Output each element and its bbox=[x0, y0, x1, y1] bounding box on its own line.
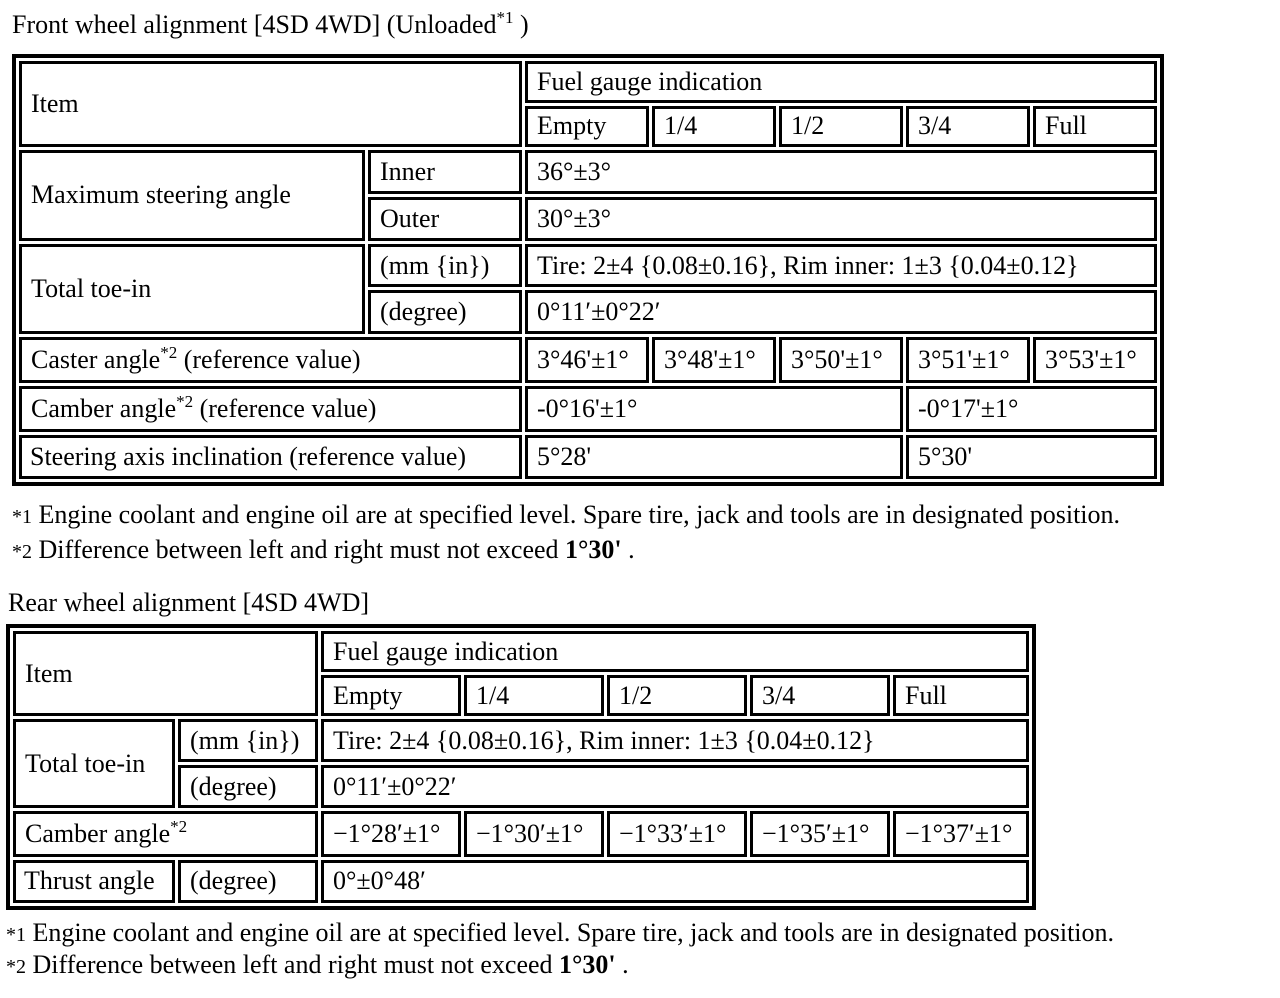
front-toe-mm-unit: (mm {in}) bbox=[368, 244, 522, 288]
rear-toe-mm-value: Tire: 2±4 {0.08±0.16}, Rim inner: 1±3 {0.04±0.12} bbox=[321, 719, 1029, 762]
rear-fuel-gauge-header: Fuel gauge indication bbox=[321, 631, 1029, 672]
rear-camber-three-quarter: −1°35′±1° bbox=[750, 811, 890, 856]
front-caster-three-quarter: 3°51'±1° bbox=[906, 337, 1030, 383]
front-camber-label: Camber angle$^{*2}$ (reference value) bbox=[19, 386, 522, 432]
front-title-footnote-ref: *1 bbox=[496, 8, 514, 27]
front-caster-label: Caster angle$^{*2}$ (reference value) bbox=[19, 337, 522, 383]
front-footnote-2: *2 Difference between left and right must not exceed 1°30' . bbox=[12, 535, 635, 564]
rear-item-header: Item bbox=[13, 631, 318, 716]
rear-camber-quarter: −1°30′±1° bbox=[464, 811, 604, 856]
front-steering-outer-value: 30°±3° bbox=[525, 197, 1157, 241]
front-toe-in-label: Total toe-in bbox=[19, 244, 365, 335]
front-fuel-gauge-header: Fuel gauge indication bbox=[525, 61, 1157, 103]
rear-thrust-value: 0°±0°48′ bbox=[321, 860, 1029, 903]
rear-level-quarter: 1/4 bbox=[464, 675, 604, 716]
rear-toe-degree-value: 0°11′±0°22′ bbox=[321, 765, 1029, 808]
rear-footnote-2: *2 Difference between left and right must not exceed 1°30' . bbox=[6, 950, 629, 979]
rear-toe-in-label: Total toe-in bbox=[13, 719, 175, 808]
front-steering-inner-label: Inner bbox=[368, 150, 522, 194]
front-level-full: Full bbox=[1033, 106, 1157, 148]
rear-thrust-unit: (degree) bbox=[178, 860, 318, 903]
front-max-steering-label: Maximum steering angle bbox=[19, 150, 365, 241]
front-sai-value-high: 5°30' bbox=[906, 435, 1157, 479]
front-item-header: Item bbox=[19, 61, 522, 147]
front-table-title: Front wheel alignment [4SD 4WD] (Unloaded$^{*1}$ ) bbox=[12, 8, 529, 39]
front-caster-half: 3°50'±1° bbox=[779, 337, 903, 383]
front-toe-mm-value: Tire: 2±4 {0.08±0.16}, Rim inner: 1±3 {0.04±0.12} bbox=[525, 244, 1157, 288]
rear-level-empty: Empty bbox=[321, 675, 461, 716]
rear-alignment-table bbox=[6, 624, 1036, 910]
front-caster-full: 3°53'±1° bbox=[1033, 337, 1157, 383]
front-level-half: 1/2 bbox=[779, 106, 903, 148]
front-steering-outer-label: Outer bbox=[368, 197, 522, 241]
front-steering-inner-value: 36°±3° bbox=[525, 150, 1157, 194]
front-camber-value-low: -0°16'±1° bbox=[525, 386, 903, 432]
rear-camber-full: −1°37′±1° bbox=[893, 811, 1029, 856]
front-level-three-quarter: 3/4 bbox=[906, 106, 1030, 148]
front-level-empty: Empty bbox=[525, 106, 649, 148]
rear-level-full: Full bbox=[893, 675, 1029, 716]
front-footnote-1: *1 Engine coolant and engine oil are at specified level. Spare tire, jack and tools are in designated position. bbox=[12, 500, 1121, 529]
rear-camber-empty: −1°28′±1° bbox=[321, 811, 461, 856]
front-sai-label: Steering axis inclination (reference value) bbox=[19, 435, 522, 479]
front-caster-quarter: 3°48'±1° bbox=[652, 337, 776, 383]
rear-level-half: 1/2 bbox=[607, 675, 747, 716]
rear-footnote-1: *1 Engine coolant and engine oil are at specified level. Spare tire, jack and tools are in designated position. bbox=[6, 918, 1115, 947]
rear-level-three-quarter: 3/4 bbox=[750, 675, 890, 716]
front-sai-value-low: 5°28' bbox=[525, 435, 903, 479]
front-toe-degree-unit: (degree) bbox=[368, 290, 522, 334]
rear-camber-label: Camber angle$^{*2}$ bbox=[13, 811, 318, 856]
rear-camber-half: −1°33′±1° bbox=[607, 811, 747, 856]
rear-thrust-label: Thrust angle bbox=[13, 860, 175, 903]
rear-toe-mm-unit: (mm {in}) bbox=[178, 719, 318, 762]
front-alignment-table bbox=[12, 54, 1164, 486]
front-toe-degree-value: 0°11′±0°22′ bbox=[525, 290, 1157, 334]
rear-table-title: Rear wheel alignment [4SD 4WD] bbox=[8, 588, 370, 617]
front-caster-empty: 3°46'±1° bbox=[525, 337, 649, 383]
front-level-quarter: 1/4 bbox=[652, 106, 776, 148]
front-camber-value-high: -0°17'±1° bbox=[906, 386, 1157, 432]
rear-toe-degree-unit: (degree) bbox=[178, 765, 318, 808]
